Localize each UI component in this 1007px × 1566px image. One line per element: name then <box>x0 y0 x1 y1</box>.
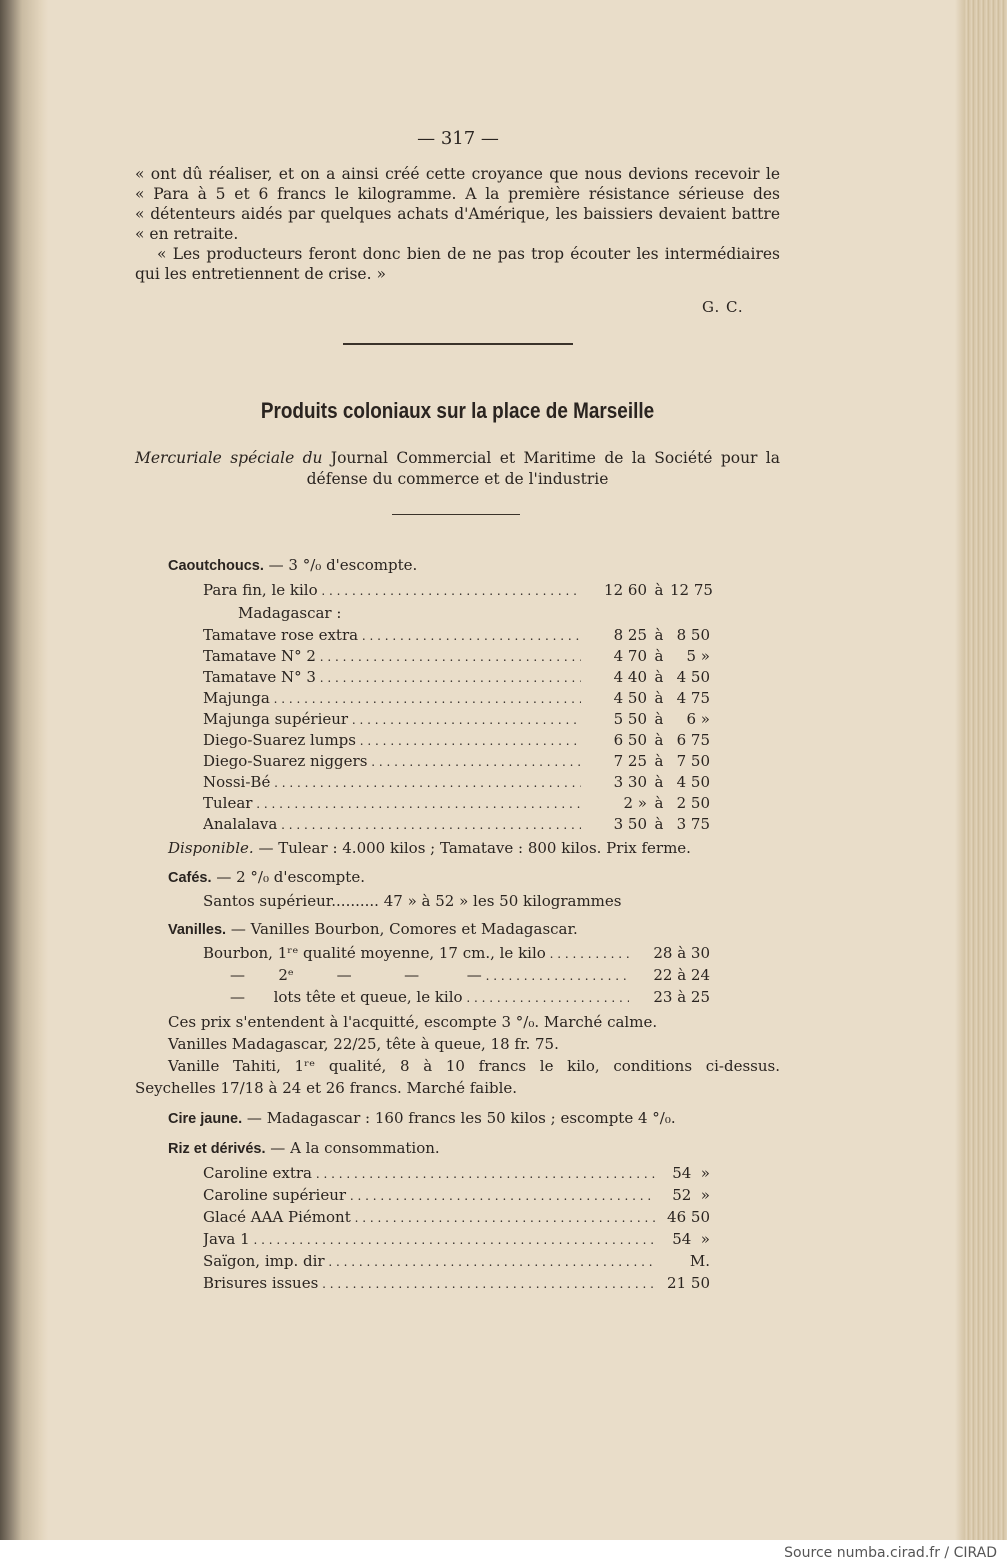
price-sep: à <box>654 668 664 686</box>
price-row-label: Majunga supérieur . . . <box>203 710 581 728</box>
price-high: 7 50 <box>676 752 710 770</box>
section-heading-rest: — Madagascar : 160 francs les 50 kilos ; escompte 4 °/₀. <box>246 1109 676 1127</box>
price-sep: à <box>654 710 664 728</box>
price-sep: à <box>654 752 664 770</box>
price-row-label: Diego-Suarez niggers . . . <box>203 752 581 770</box>
vanilles-note: Vanilles Madagascar, 22/25, tête à queue, 18 fr. 75. <box>168 1035 559 1053</box>
section-heading: Cafés. <box>168 870 212 886</box>
madagascar-label: Madagascar : <box>238 604 342 622</box>
riz-row-label: Java 1 . . . <box>203 1230 655 1248</box>
price-row-label: Tamatave N° 3 . . . <box>203 668 581 686</box>
section-heading: Riz et dérivés. <box>168 1141 266 1157</box>
price-high: 6 75 <box>676 731 710 749</box>
price-low: 4 40 <box>613 668 647 686</box>
riz-price: 52 » <box>672 1186 710 1204</box>
disponible-label: Disponible. <box>168 839 254 857</box>
price-low: 8 25 <box>613 626 647 644</box>
intro-line: « Para à 5 et 6 francs le kilogramme. A la première résistance sérieuse des <box>135 185 780 203</box>
disponible-text: — Tulear : 4.000 kilos ; Tamatave : 800 kilos. Prix ferme. <box>258 839 691 857</box>
price-sep: à <box>654 581 664 599</box>
subtitle-italic: Mercuriale spéciale du <box>135 449 323 467</box>
price-low: 6 50 <box>613 731 647 749</box>
price-high: 4 50 <box>676 773 710 791</box>
price-low: 5 50 <box>613 710 647 728</box>
price-row-label: Analalava . . . <box>203 815 581 833</box>
subtitle-line1: Journal Commercial et Maritime de la Société pour la <box>330 449 781 467</box>
price-low: 3 30 <box>613 773 647 791</box>
price-row-label: Nossi-Bé . . . <box>203 773 581 791</box>
price-low: 4 70 <box>613 647 647 665</box>
vanille-row-label: — lots tête et queue, le kilo . . . <box>230 988 629 1006</box>
section-riz <box>168 1139 440 1157</box>
vanille-row-label: Bourbon, 1ʳᵉ qualité moyenne, 17 cm., le kilo . . . <box>203 944 629 962</box>
vanille-price: 23 à 25 <box>653 988 710 1006</box>
price-sep: à <box>654 626 664 644</box>
disponible-line <box>168 839 691 857</box>
section-heading: Vanilles. <box>168 922 227 938</box>
riz-row-label: Caroline extra . . . <box>203 1164 655 1182</box>
section-heading: Caoutchoucs. <box>168 558 264 574</box>
cafes-price-line: Santos supérieur.......... 47 » à 52 » les 50 kilogrammes <box>203 892 622 910</box>
price-high: 12 75 <box>670 581 713 599</box>
section-heading-rest: — Vanilles Bourbon, Comores et Madagascar. <box>230 920 578 938</box>
price-sep: à <box>654 815 664 833</box>
price-row-label: Tamatave N° 2 . . . <box>203 647 581 665</box>
section-caoutchoucs <box>168 556 417 574</box>
riz-price: 21 50 <box>667 1274 710 1292</box>
price-high: 8 50 <box>676 626 710 644</box>
section-vanilles <box>168 920 578 938</box>
price-row-label: Tamatave rose extra . . . <box>203 626 581 644</box>
section-heading-rest: — A la consommation. <box>270 1139 440 1157</box>
vanille-row-label: — 2ᵉ — — — . . . <box>230 966 629 984</box>
source-footer <box>0 1540 1007 1566</box>
price-high: 2 50 <box>676 794 710 812</box>
page-number: — 317 — <box>417 128 499 149</box>
section-heading-rest: — 3 °/₀ d'escompte. <box>268 556 418 574</box>
vanilles-note: Ces prix s'entendent à l'acquitté, escompte 3 °/₀. Marché calme. <box>168 1013 658 1031</box>
price-row-label: Majunga . . . <box>203 689 581 707</box>
price-sep: à <box>654 647 664 665</box>
page-title: Produits coloniaux sur la place de Marseille <box>260 398 655 423</box>
price-high: 4 75 <box>676 689 710 707</box>
riz-row-label: Glacé AAA Piémont . . . <box>203 1208 655 1226</box>
price-low: 2 » <box>623 794 647 812</box>
price-sep: à <box>654 689 664 707</box>
price-row-label: Diego-Suarez lumps . . . <box>203 731 581 749</box>
intro-line: « Les producteurs feront donc bien de ne pas trop écouter les intermédiaires <box>157 245 780 263</box>
vanille-price: 22 à 24 <box>653 966 710 984</box>
price-high: 3 75 <box>676 815 710 833</box>
riz-price: 46 50 <box>667 1208 710 1226</box>
price-row-label: Para fin, le kilo . . . <box>203 581 581 599</box>
source-credit[interactable]: Source numba.cirad.fr / CIRAD <box>784 1545 997 1561</box>
vanille-price: 28 à 30 <box>653 944 710 962</box>
intro-line: « ont dû réaliser, et on a ainsi créé cette croyance que nous devions recevoir le <box>135 165 780 183</box>
riz-row-label: Caroline supérieur . . . <box>203 1186 655 1204</box>
section-divider <box>343 343 573 345</box>
price-high: 5 » <box>686 647 710 665</box>
price-sep: à <box>654 794 664 812</box>
price-low: 3 50 <box>613 815 647 833</box>
price-high: 6 » <box>686 710 710 728</box>
section-cafes <box>168 868 365 886</box>
signature: G. C. <box>702 298 744 316</box>
vanilles-note: Seychelles 17/18 à 24 et 26 francs. Marché faible. <box>135 1079 518 1097</box>
price-row-label: Tulear . . . <box>203 794 581 812</box>
price-low: 4 50 <box>613 689 647 707</box>
price-high: 4 50 <box>676 668 710 686</box>
riz-row-label: Brisures issues . . . <box>203 1274 655 1292</box>
riz-row-label: Saïgon, imp. dir . . . <box>203 1252 655 1270</box>
intro-line: « en retraite. <box>135 225 239 243</box>
price-sep: à <box>654 731 664 749</box>
vanilles-note: Vanille Tahiti, 1ʳᵉ qualité, 8 à 10 francs le kilo, conditions ci-dessus. <box>168 1057 780 1075</box>
subtitle <box>135 448 780 490</box>
intro-line: qui les entretiennent de crise. » <box>135 265 386 283</box>
price-low: 12 60 <box>604 581 647 599</box>
intro-line: « détenteurs aidés par quelques achats d'Amérique, les baissiers devaient battre <box>135 205 780 223</box>
subtitle-line2: défense du commerce et de l'industrie <box>306 470 609 488</box>
riz-price: 54 » <box>672 1164 710 1182</box>
section-cire <box>168 1109 676 1127</box>
section-heading: Cire jaune. <box>168 1111 243 1127</box>
intro-paragraph <box>135 164 780 284</box>
riz-price: 54 » <box>672 1230 710 1248</box>
price-low: 7 25 <box>613 752 647 770</box>
title-divider <box>392 514 520 515</box>
price-sep: à <box>654 773 664 791</box>
riz-price: M. <box>689 1252 710 1270</box>
section-heading-rest: — 2 °/₀ d'escompte. <box>216 868 365 886</box>
